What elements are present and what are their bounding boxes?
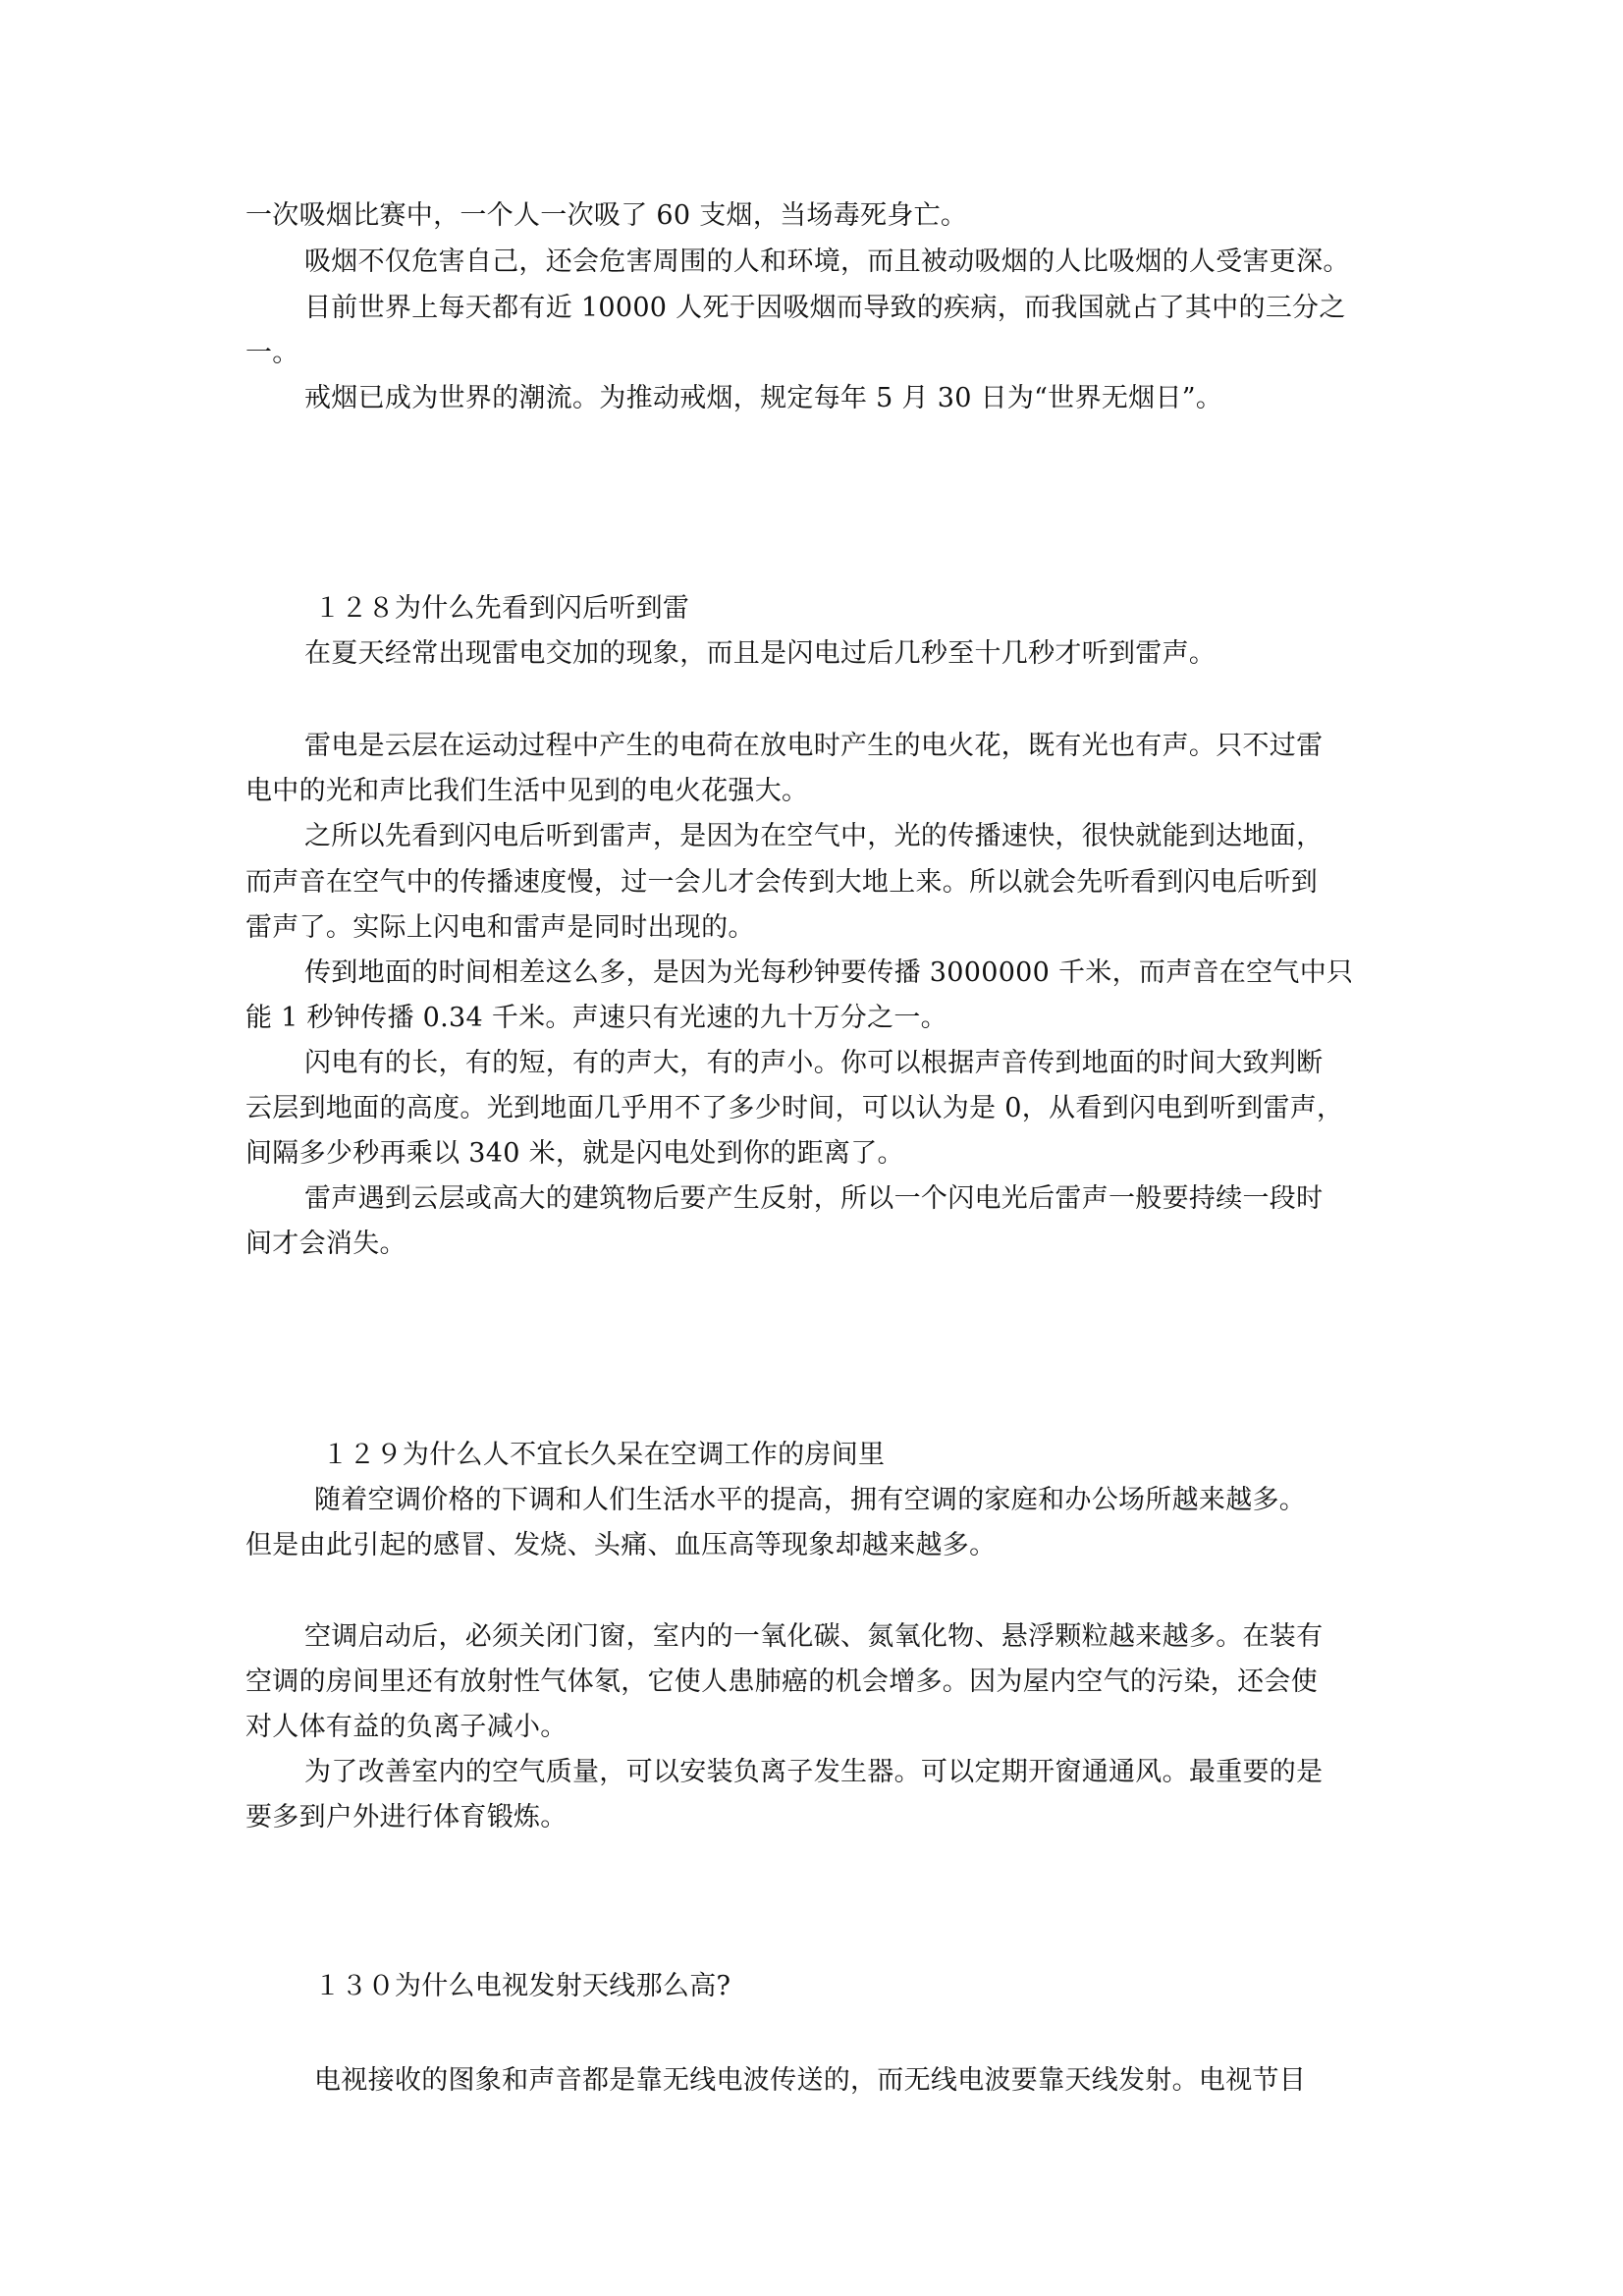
paragraph-line: 云层到地面的高度。光到地面几乎用不了多少时间，可以认为是 0，从看到闪电到听到雷声， — [245, 1093, 1344, 1123]
paragraph-line: 空调的房间里还有放射性气体氡，它使人患肺癌的机会增多。因为屋内空气的污染，还会使 — [245, 1667, 1318, 1697]
paragraph-line: 传到地面的时间相差这么多，是因为光每秒钟要传播 3000000 千米，而声音在空气中只 — [304, 957, 1354, 988]
paragraph-line: 雷声遇到云层或高大的建筑物后要产生反射，所以一个闪电光后雷声一般要持续一段时 — [304, 1183, 1324, 1214]
paragraph-line: 为了改善室内的空气质量，可以安装负离子发生器。可以定期开窗通通风。最重要的是 — [304, 1757, 1324, 1787]
paragraph-line: 雷电是云层在运动过程中产生的电荷在放电时产生的电火花，既有光也有声。只不过雷 — [304, 731, 1324, 761]
paragraph-line: 目前世界上每天都有近 10000 人死于因吸烟而导致的疾病，而我国就占了其中的三分之 — [304, 293, 1346, 323]
paragraph-line: 间隔多少秒再乘以 340 米，就是闪电处到你的距离了。 — [245, 1138, 904, 1169]
paragraph-line: 一次吸烟比赛中，一个人一次吸了 60 支烟，当场毒死身亡。 — [245, 200, 968, 231]
paragraph-line: 一。 — [245, 338, 299, 368]
paragraph-line: 戒烟已成为世界的潮流。为推动戒烟，规定每年 5 月 30 日为“世界无烟日”。 — [304, 383, 1223, 413]
paragraph-line: 要多到户外进行体育锻炼。 — [245, 1802, 568, 1832]
paragraph-line: 雷声了。实际上闪电和雷声是同时出现的。 — [245, 912, 755, 943]
section-heading-128: １２８为什么先看到闪后听到雷 — [314, 593, 690, 624]
section-heading-129: １２９为什么人不宜长久呆在空调工作的房间里 — [322, 1440, 886, 1470]
paragraph-line: 但是由此引起的感冒、发烧、头痛、血压高等现象却越来越多。 — [245, 1530, 997, 1560]
paragraph-line: 之所以先看到闪电后听到雷声，是因为在空气中，光的传播速快，很快就能到达地面， — [304, 821, 1324, 851]
paragraph-line: 电中的光和声比我们生活中见到的电火花强大。 — [245, 776, 809, 806]
paragraph-line: 而声音在空气中的传播速度慢，过一会儿才会传到大地上来。所以就会先听看到闪电后听到 — [245, 867, 1318, 898]
paragraph-line: 随着空调价格的下调和人们生活水平的提高，拥有空调的家庭和办公场所越来越多。 — [314, 1485, 1307, 1515]
paragraph-line: 电视接收的图象和声音都是靠无线电波传送的，而无线电波要靠天线发射。电视节目 — [314, 2065, 1307, 2096]
paragraph-line: 对人体有益的负离子减小。 — [245, 1712, 568, 1742]
paragraph-line: 间才会消失。 — [245, 1229, 406, 1259]
paragraph-line: 吸烟不仅危害自己，还会危害周围的人和环境，而且被动吸烟的人比吸烟的人受害更深。 — [304, 246, 1350, 277]
paragraph-line: 在夏天经常出现雷电交加的现象，而且是闪电过后几秒至十几秒才听到雷声。 — [304, 638, 1217, 669]
paragraph-line: 空调启动后，必须关闭门窗，室内的一氧化碳、氮氧化物、悬浮颗粒越来越多。在装有 — [304, 1621, 1324, 1652]
section-heading-130: １３０为什么电视发射天线那么高? — [314, 1971, 731, 2001]
paragraph-line: 闪电有的长，有的短，有的声大，有的声小。你可以根据声音传到地面的时间大致判断 — [304, 1048, 1324, 1078]
paragraph-line: 能 1 秒钟传播 0.34 千米。声速只有光速的九十万分之一。 — [245, 1003, 947, 1033]
